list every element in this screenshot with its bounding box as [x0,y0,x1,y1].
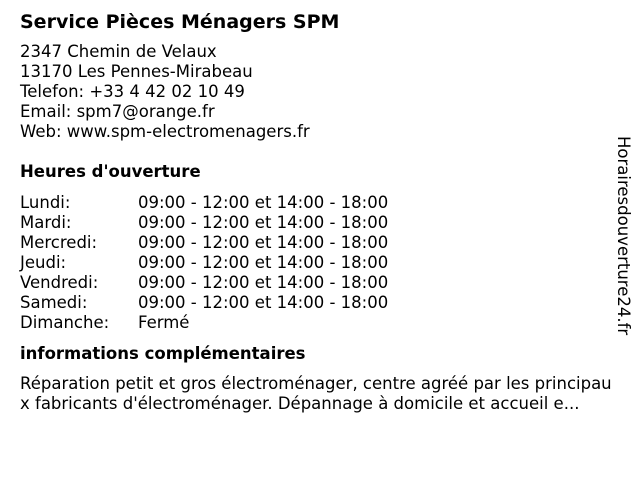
day-label: Samedi: [20,293,88,312]
hours-row-lundi [20,193,620,213]
hours-table [20,193,620,333]
info-description: Réparation petit et gros électroménager, centre agréé par les principaux fabricants d'électroménager. Dépannage à domicile et accueil e... [20,374,612,413]
address-street: 2347 Chemin de Velaux [20,42,217,61]
hours-row-mercredi [20,233,620,253]
business-name: Service Pièces Ménagers SPM [20,11,340,33]
address-city: 13170 Les Pennes-Mirabeau [20,62,253,81]
hours-row-vendredi [20,273,620,293]
hours-heading: Heures d'ouverture [20,162,201,181]
hours-row-samedi [20,293,620,313]
day-label: Lundi: [20,193,71,212]
hours-row-dimanche [20,313,620,333]
time-value: 09:00 - 12:00 et 14:00 - 18:00 [138,193,389,212]
time-value: 09:00 - 12:00 et 14:00 - 18:00 [138,213,389,232]
info-heading: informations complémentaires [20,344,306,363]
time-value: 09:00 - 12:00 et 14:00 - 18:00 [138,293,389,312]
time-value: 09:00 - 12:00 et 14:00 - 18:00 [138,233,389,252]
time-value: Fermé [138,313,190,332]
hours-row-mardi [20,213,620,233]
watermark-text: Horairesdouverture24.fr [614,136,633,336]
web-line: Web: www.spm-electromenagers.fr [20,122,310,141]
day-label: Dimanche: [20,313,110,332]
business-card [20,9,620,414]
email-line: Email: spm7@orange.fr [20,102,215,121]
day-label: Mercredi: [20,233,98,252]
day-label: Mardi: [20,213,72,232]
phone-line: Telefon: +33 4 42 02 10 49 [20,82,245,101]
day-label: Jeudi: [20,253,67,272]
contact-block [20,42,620,142]
time-value: 09:00 - 12:00 et 14:00 - 18:00 [138,253,389,272]
hours-row-jeudi [20,253,620,273]
day-label: Vendredi: [20,273,99,292]
time-value: 09:00 - 12:00 et 14:00 - 18:00 [138,273,389,292]
